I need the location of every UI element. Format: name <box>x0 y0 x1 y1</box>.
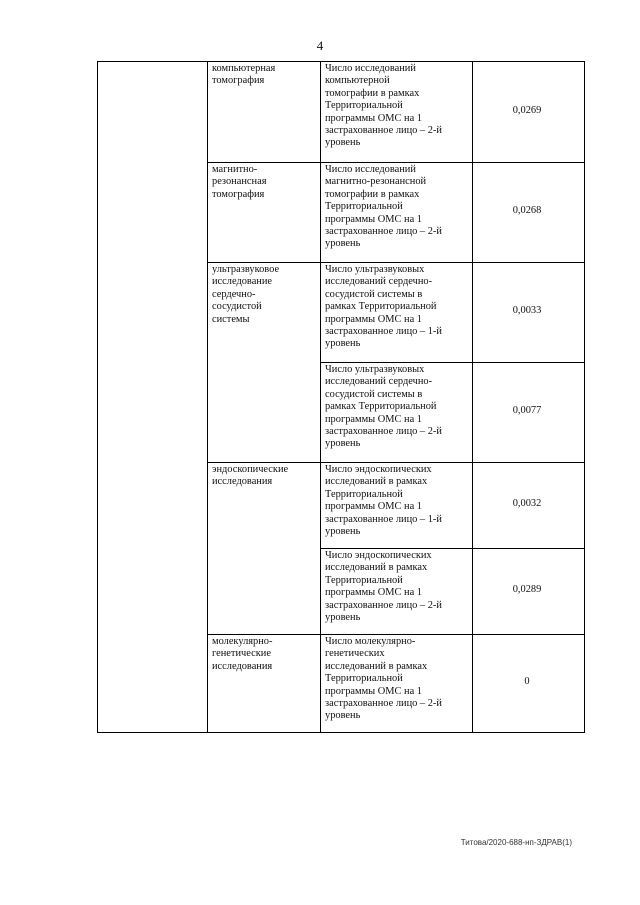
document-footer: Титова/2020-688-нп-ЗДРАВ(1) <box>460 838 572 847</box>
page-number: 4 <box>316 38 324 53</box>
group-divider <box>207 462 584 463</box>
value-cell: 0,0268 <box>512 205 542 216</box>
value-cell: 0,0032 <box>512 498 542 509</box>
category-cell: компьютерная томография <box>212 63 276 87</box>
indicator-cell: Число ультразвуковых исследований сердечно- сосудистой системы в рамках Территориальной программы ОМС на 1 застрахованное лицо – 1-й уровень <box>325 264 442 350</box>
value-cell: 0,0269 <box>512 105 542 116</box>
indicator-cell: Число исследований магнитно-резонансной томографии в рамках Территориальной программы ОМС на 1 застрахованное лицо – 2-й уровень <box>325 164 442 250</box>
group-divider <box>207 262 584 263</box>
table-border-bottom <box>97 732 584 733</box>
indicator-cell: Число эндоскопических исследований в рамках Территориальной программы ОМС на 1 застрахованное лицо – 2-й уровень <box>325 550 442 624</box>
group-divider <box>207 162 584 163</box>
indicator-cell: Число эндоскопических исследований в рамках Территориальной программы ОМС на 1 застрахованное лицо – 1-й уровень <box>325 464 442 538</box>
row-divider <box>320 548 584 549</box>
group-divider <box>207 634 584 635</box>
value-cell: 0,0289 <box>512 584 542 595</box>
indicator-cell: Число молекулярно- генетических исследований в рамках Территориальной программы ОМС на 1 застрахованное лицо – 2-й уровень <box>325 636 442 722</box>
value-cell: 0 <box>524 676 530 687</box>
category-cell: магнитно- резонансная томография <box>212 164 267 200</box>
value-cell: 0,0033 <box>512 305 542 316</box>
table-border-left <box>97 61 98 733</box>
category-cell: молекулярно- генетические исследования <box>212 636 273 672</box>
value-cell: 0,0077 <box>512 405 542 416</box>
table-border-right <box>584 61 585 733</box>
category-cell: ультразвуковое исследование сердечно- сосудистой системы <box>212 264 280 325</box>
category-cell: эндоскопические исследования <box>212 464 289 488</box>
row-divider <box>320 362 584 363</box>
indicator-cell: Число исследований компьютерной томографии в рамках Территориальной программы ОМС на 1 застрахованное лицо – 2-й уровень <box>325 63 442 149</box>
table-border-top <box>97 61 584 62</box>
indicator-cell: Число ультразвуковых исследований сердечно- сосудистой системы в рамках Территориальной программы ОМС на 1 застрахованное лицо – 2-й уровень <box>325 364 442 450</box>
